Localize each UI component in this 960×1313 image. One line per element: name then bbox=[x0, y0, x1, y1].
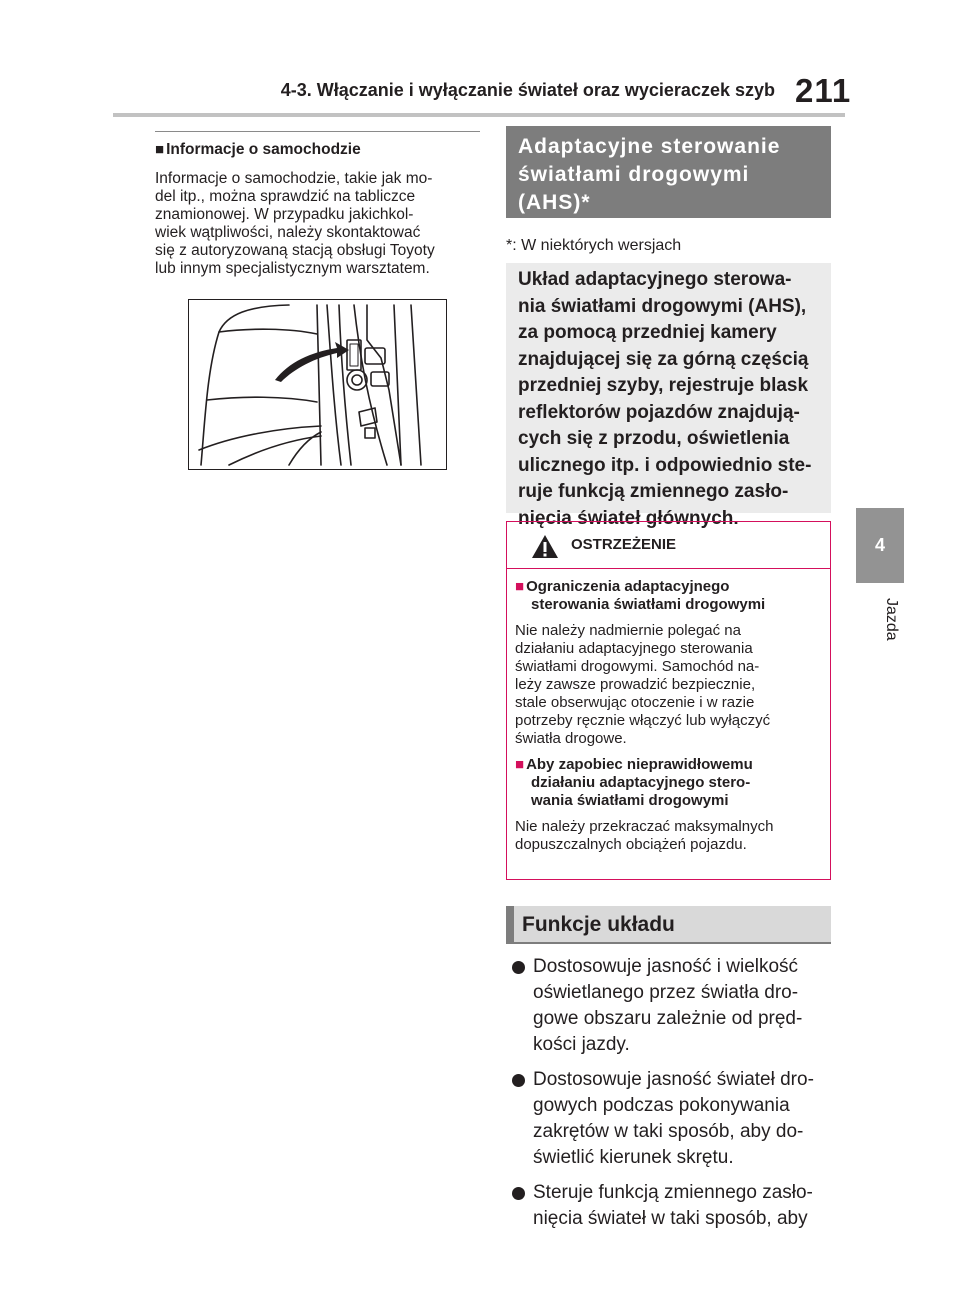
warning-body bbox=[507, 569, 830, 854]
paragraph-line: Nie należy nadmiernie polegać na bbox=[515, 622, 741, 639]
section-divider bbox=[155, 131, 480, 132]
header-rule bbox=[113, 113, 845, 117]
paragraph-line: działaniu adaptacyjnego sterowania bbox=[515, 640, 753, 657]
warning-paragraph bbox=[515, 622, 820, 748]
warning-box bbox=[506, 521, 831, 880]
paragraph-line: leży zawsze prowadzić bezpiecznie, bbox=[515, 676, 756, 693]
list-item-line: gowe obszaru zależnie od pręd- bbox=[533, 1008, 803, 1029]
summary-line: ulicznego itp. i odpowiednio ste- bbox=[518, 454, 812, 476]
list-item-line: nięcia świateł w taki sposób, aby bbox=[533, 1208, 808, 1229]
bullet-dot-icon bbox=[512, 1074, 525, 1087]
warning-header bbox=[507, 522, 830, 569]
summary-line: za pomocą przedniej kamery bbox=[518, 322, 777, 343]
title-line: Adaptacyjne sterowanie bbox=[518, 135, 781, 158]
list-item-line: świetlić kierunek skrętu. bbox=[533, 1147, 734, 1168]
subheading-line: działaniu adaptacyjnego stero- bbox=[531, 774, 751, 791]
summary-line: nia światłami drogowymi (AHS), bbox=[518, 295, 807, 317]
functions-heading: Funkcje układu bbox=[506, 906, 831, 944]
running-header-title: 4-3. Włączanie i wyłączanie świateł oraz wycieraczek szyb bbox=[280, 80, 775, 100]
vehicle-info-section bbox=[155, 131, 480, 278]
vin-plate-illustration bbox=[188, 299, 447, 470]
summary-line: ruje funkcją zmiennego zasło- bbox=[518, 481, 789, 502]
summary-line: znajdującej się za górną częścią bbox=[518, 348, 809, 370]
functions-list bbox=[512, 954, 834, 1241]
paragraph-line: się z autoryzowaną stacją obsługi Toyoty bbox=[155, 241, 435, 259]
list-item bbox=[512, 954, 834, 1058]
paragraph-line: Informacje o samochodzie, takie jak mo- bbox=[155, 169, 433, 187]
subheading-line: Aby zapobiec nieprawidłowemu bbox=[526, 756, 753, 773]
list-item-line: Dostosowuje jasność i wielkość bbox=[533, 956, 799, 977]
bullet-dot-icon bbox=[512, 961, 525, 974]
warning-subheading bbox=[515, 756, 820, 810]
square-bullet-icon: ■ bbox=[515, 756, 525, 773]
list-item-line: oświetlanego przez światła dro- bbox=[533, 982, 799, 1003]
ahs-section-title bbox=[506, 126, 831, 218]
paragraph-line: Nie należy przekraczać maksymalnych bbox=[515, 818, 774, 835]
summary-line: Układ adaptacyjnego sterowa- bbox=[518, 269, 792, 290]
vehicle-info-paragraph bbox=[155, 170, 480, 278]
title-line: światłami drogowymi bbox=[518, 163, 750, 186]
warning-title: OSTRZEŻENIE bbox=[571, 536, 677, 553]
warning-paragraph bbox=[515, 818, 820, 854]
paragraph-line: dopuszczalnych obciążeń pojazdu. bbox=[515, 836, 747, 853]
summary-line: przedniej szyby, rejestruje blask bbox=[518, 375, 809, 396]
paragraph-line: del itp., można sprawdzić na tabliczce bbox=[155, 187, 416, 205]
paragraph-line: wiek wątpliwości, należy skontaktować bbox=[155, 223, 421, 241]
subheading-line: wania światłami drogowymi bbox=[531, 792, 729, 809]
list-item-line: gowych podczas pokonywania bbox=[533, 1095, 790, 1116]
chapter-tab-number: 4 bbox=[856, 508, 904, 583]
paragraph-line: stale obserwując otoczenie i w razie bbox=[515, 694, 755, 711]
section-title: Informacje o samochodzie bbox=[166, 141, 361, 158]
bullet-dot-icon bbox=[512, 1187, 525, 1200]
list-item-line: kości jazdy. bbox=[533, 1034, 630, 1055]
subheading-line: Ograniczenia adaptacyjnego bbox=[526, 578, 730, 595]
list-item-line: Steruje funkcją zmiennego zasło- bbox=[533, 1182, 813, 1203]
ahs-summary bbox=[506, 263, 831, 529]
square-bullet-icon: ■ bbox=[155, 141, 165, 158]
square-bullet-icon: ■ bbox=[515, 578, 525, 595]
section-heading bbox=[155, 141, 480, 160]
summary-line: reflektorów pojazdów znajdują- bbox=[518, 401, 800, 423]
warning-subheading bbox=[515, 578, 820, 614]
door-pillar-illustration-svg bbox=[189, 300, 447, 470]
subheading-line: sterowania światłami drogowymi bbox=[531, 596, 766, 613]
title-line: (AHS)* bbox=[518, 191, 591, 214]
paragraph-line: światłami drogowymi. Samochód na- bbox=[515, 658, 760, 675]
warning-triangle-icon bbox=[531, 534, 559, 559]
summary-line: cych się z przodu, oświetlenia bbox=[518, 428, 790, 449]
paragraph-line: lub innym specjalistycznym warsztatem. bbox=[155, 259, 430, 277]
chapter-tab-label: Jazda bbox=[883, 598, 900, 641]
availability-note: *: W niektórych wersjach bbox=[506, 237, 682, 254]
list-item bbox=[512, 1067, 834, 1171]
page-number: 211 bbox=[795, 72, 852, 109]
paragraph-line: światła drogowe. bbox=[515, 730, 627, 747]
list-item bbox=[512, 1180, 834, 1232]
list-item-line: zakrętów w taki sposób, aby do- bbox=[533, 1121, 804, 1142]
paragraph-line: potrzeby ręcznie włączyć lub wyłączyć bbox=[515, 712, 771, 729]
summary-line: nięcia świateł głównych. bbox=[518, 507, 739, 529]
paragraph-line: znamionowej. W przypadku jakichkol- bbox=[155, 205, 414, 223]
list-item-line: Dostosowuje jasność świateł dro- bbox=[533, 1069, 814, 1090]
